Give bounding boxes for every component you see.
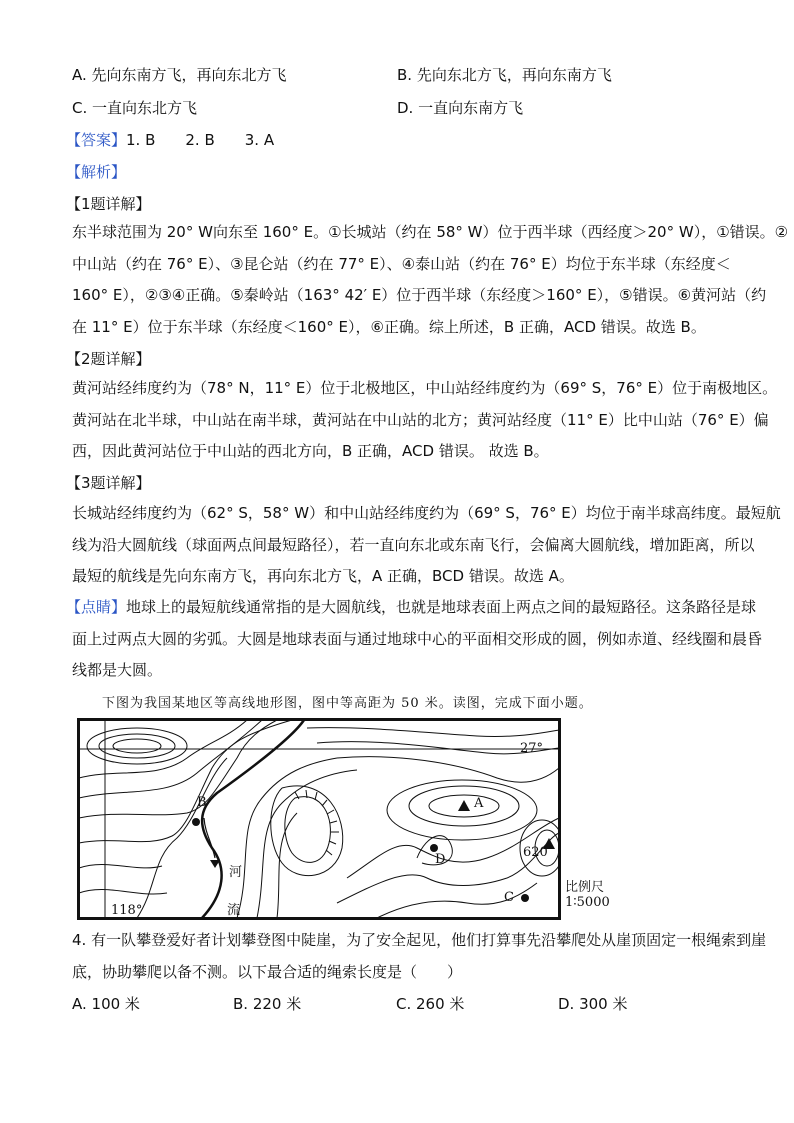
q1-line: 中山站（约在 76° E）、③昆仑站（约在 77° E）、④泰山站（约在 76° E）均位于东半球（东经度＜ bbox=[72, 254, 731, 273]
point-b-marker bbox=[192, 818, 200, 826]
peak-elevation-label: 620 bbox=[523, 845, 548, 860]
q4-option-b: B. 220 米 bbox=[233, 995, 302, 1013]
q2-line: 西，因此黄河站位于中山站的西北方向，B 正确，ACD 错误。 故选 B。 bbox=[72, 442, 549, 460]
tip-line: 【点睛】地球上的最短航线通常指的是大圆航线，也就是地球表面上两点之间的最短路径。这条路径是球 bbox=[66, 598, 757, 616]
longitude-label: 118° bbox=[111, 903, 143, 918]
q2-explanation bbox=[72, 373, 778, 468]
point-a-label: A bbox=[474, 796, 484, 811]
peak-a-marker bbox=[458, 800, 470, 811]
option-d-prev: D. 一直向东南方飞 bbox=[397, 99, 524, 117]
option-c-prev: C. 一直向东北方飞 bbox=[72, 99, 198, 117]
scale-title: 比例尺 bbox=[565, 880, 605, 895]
option-b-prev: B. 先向东北方飞，再向东南方飞 bbox=[397, 66, 612, 84]
q3-explanation bbox=[72, 498, 781, 593]
q4-stem-line: 4. 有一队攀登爱好者计划攀登图中陡崖，为了安全起见，他们打算事先沿攀爬处从崖顶固定一根绳索到崖 bbox=[72, 931, 767, 949]
analysis-tag: 【解析】 bbox=[66, 163, 127, 181]
contour-lines bbox=[79, 720, 561, 918]
contour-map-svg bbox=[77, 718, 561, 920]
answer-line bbox=[66, 129, 274, 150]
q3-heading: 【3题详解】 bbox=[66, 474, 151, 492]
q1-explanation bbox=[72, 217, 789, 343]
q3-line: 最短的航线是先向东南方飞，再向东北方飞，A 正确，BCD 错误。故选 A。 bbox=[72, 567, 574, 585]
q3-line: 长城站经纬度约为（62° S，58° W）和中山站经纬度约为（69° S，76° E）均位于南半球高纬度。最短航 bbox=[72, 504, 781, 522]
q1-line: 160° E），②③④正确。⑤秦岭站（163° 42′ E）位于西半球（东经度＞160° E），⑤错误。⑥黄河站（约 bbox=[72, 286, 767, 304]
tip-line: 面上过两点大圆的劣弧。大圆是地球表面与通过地球中心的平面相交形成的圆，例如赤道、经线圈和晨昏 bbox=[72, 629, 763, 648]
point-c-marker bbox=[521, 894, 529, 902]
map-caption: 下图为我国某地区等高线地形图，图中等高距为 50 米。读图，完成下面小题。 bbox=[102, 696, 593, 711]
point-d-marker bbox=[430, 844, 438, 852]
river-flow-arrowhead bbox=[210, 860, 220, 868]
q4-option-c: C. 260 米 bbox=[396, 995, 465, 1013]
point-c-label: C bbox=[504, 890, 514, 905]
river-line bbox=[202, 720, 304, 918]
q1-line: 东半球范围为 20° W向东至 160° E。①长城站（约在 58° W）位于西半球（西经度＞20° W），①错误。② bbox=[72, 223, 789, 241]
q1-line: 在 11° E）位于东半球（东经度＜160° E），⑥正确。综上所述，B 正确，ACD 错误。故选 B。 bbox=[72, 317, 706, 336]
tip-block bbox=[66, 592, 763, 687]
scale-value: 1∶5000 bbox=[565, 895, 610, 910]
tip-tag: 【点睛】 bbox=[66, 598, 127, 616]
answer-text: 1. B 2. B 3. A bbox=[126, 131, 275, 149]
contour-map bbox=[77, 718, 561, 920]
point-b-label: B bbox=[197, 795, 207, 810]
q2-line: 黄河站在北半球，中山站在南半球，黄河站在中山站的北方；黄河站经度（11° E）比中山站（76° E）偏 bbox=[72, 410, 769, 429]
river-label-2: 流 bbox=[227, 903, 241, 918]
q4-option-d: D. 300 米 bbox=[558, 995, 628, 1013]
option-a-prev: A. 先向东南方飞，再向东北方飞 bbox=[72, 66, 287, 84]
q1-heading: 【1题详解】 bbox=[66, 195, 151, 213]
river-label-1: 河 bbox=[229, 865, 243, 880]
q4-stem bbox=[72, 925, 767, 988]
point-d-label: D bbox=[435, 852, 446, 867]
answer-tag: 【答案】 bbox=[66, 131, 127, 149]
tip-line: 线都是大圆。 bbox=[72, 661, 163, 679]
latitude-label: 27° bbox=[520, 741, 544, 756]
q3-line: 线为沿大圆航线（球面两点间最短路径），若一直向东北或东南飞行，会偏离大圆航线，增加距离，所以 bbox=[72, 535, 755, 554]
q2-line: 黄河站经纬度约为（78° N，11° E）位于北极地区，中山站经纬度约为（69° S，76° E）位于南极地区。 bbox=[72, 379, 778, 397]
q2-heading: 【2题详解】 bbox=[66, 350, 151, 368]
q4-option-a: A. 100 米 bbox=[72, 995, 140, 1013]
q4-stem-line: 底，协助攀爬以备不测。以下最合适的绳索长度是（ ） bbox=[72, 962, 463, 981]
